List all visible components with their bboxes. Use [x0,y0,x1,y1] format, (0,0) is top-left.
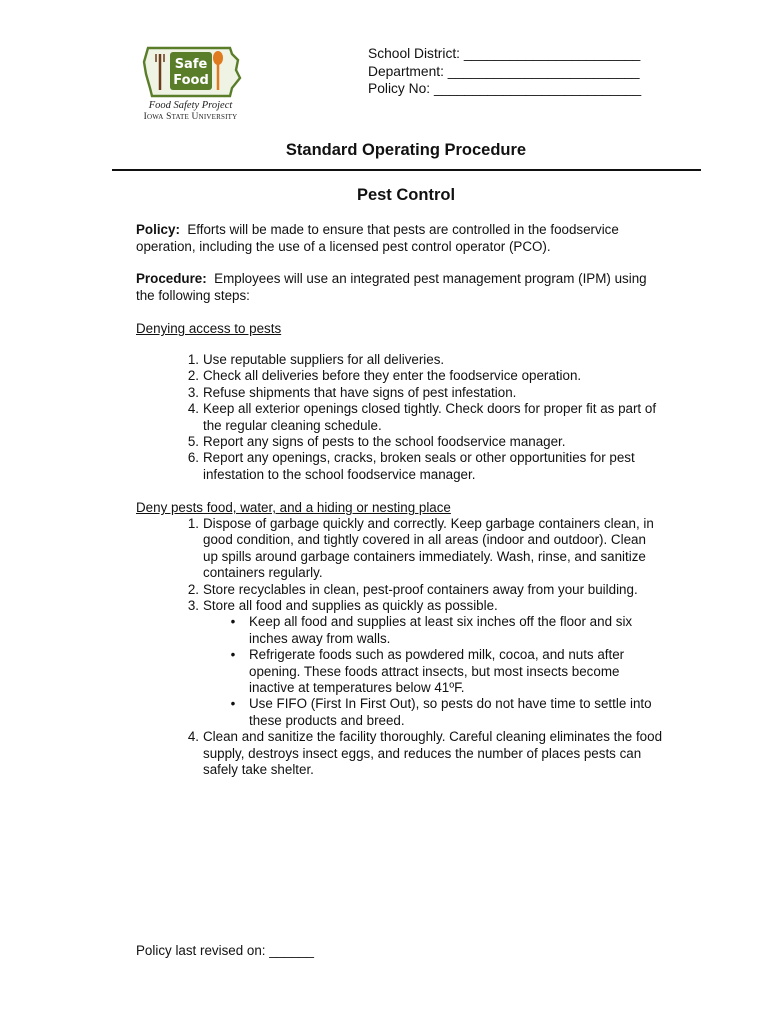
document-subtitle: Pest Control [356,186,456,204]
school-district-field[interactable] [368,45,640,63]
school-district-blank[interactable]: _______________________ [463,46,641,61]
list-item: 4. Clean and sanitize the facility thoroughly. Careful cleaning eliminates the food supply, destroys insect eggs, and reduces the number of places pests can safely take shelter. [187,729,663,778]
title-divider [112,169,701,171]
logo-caption-project: Food Safety Project [148,100,233,111]
department-field[interactable] [368,63,640,81]
section1-heading: Denying access to pests [136,321,282,336]
logo-caption-university: Iowa State University [143,112,238,122]
list-item: 3. Store all food and supplies as quickly as possible. • Keep all food and supplies at least six inches off the floor and six inches away from walls. • Refrigerate foods such as powdered milk, cocoa, and nuts after opening. These foods attract insects, but most insects become inactive at temperatures below 41ºF. • Use FIFO (First In First Out), so pests do not have time to settle into these products and breed. [203,598,693,729]
logo-graphic [134,44,246,100]
list-item: 2. Store recyclables in clean, pest-proof containers away from your building. [187,581,638,597]
bullet-item: • Use FIFO (First In First Out), so pests do not have time to settle into these products and breed. [230,696,652,728]
section2-list [187,516,693,779]
list-item: 4. Keep all exterior openings closed tightly. Check doors for proper fit as part of the regular cleaning schedule. [187,401,657,433]
logo-text-safe: Safe [174,57,208,72]
procedure-label: Procedure: [136,271,207,286]
policy-no-blank[interactable]: ___________________________ [433,81,642,96]
list-item: 2. Check all deliveries before they enter the foodservice operation. [187,368,582,384]
bullet-item: • Refrigerate foods such as powdered milk, cocoa, and nuts after opening. These foods attract insects, but most insects become inactive at temperatures below 41ºF. [230,647,625,696]
department-blank[interactable]: _________________________ [447,64,640,79]
section2-heading: Deny pests food, water, and a hiding or nesting place [136,500,451,515]
policy-no-label: Policy No: [368,81,431,96]
document-title: Standard Operating Procedure [285,141,527,159]
revised-blank[interactable]: ______ [269,943,314,958]
logo-text-food: Food [173,73,209,88]
policy-text-line2: operation, including the use of a licensed pest control operator (PCO). [136,238,551,254]
policy-label: Policy: [136,222,180,237]
procedure-text-line1: Employees will use an integrated pest management program (IPM) using [214,271,647,286]
list-item: 1. Dispose of garbage quickly and correctly. Keep garbage containers clean, in good condition, and tightly covered in all areas (indoor and outdoor). Clean up spills around garbage containers immediately. Wash, rinse, and sanitize containers regularly. [187,516,654,581]
policy-text-line1: Efforts will be made to ensure that pests are controlled in the foodservice [187,222,619,237]
policy-no-field[interactable] [368,80,641,98]
procedure-paragraph [136,271,696,304]
revision-line [136,943,696,960]
revised-label: Policy last revised on: [136,943,266,958]
list-item: 6. Report any openings, cracks, broken seals or other opportunities for pest infestation to the school foodservice manager. [187,450,635,482]
storage-bullet-list [230,614,693,729]
list-item: 1. Use reputable suppliers for all deliveries. [187,352,445,367]
department-label: Department: [368,64,444,79]
spoon-icon [213,51,223,65]
policy-paragraph [136,222,696,255]
procedure-text-line2: the following steps: [136,287,250,303]
section1-list [187,352,693,483]
bullet-item: • Keep all food and supplies at least six inches off the floor and six inches away from walls. [230,614,633,646]
list-item: 5. Report any signs of pests to the school foodservice manager. [187,434,566,450]
school-district-label: School District: [368,46,461,61]
list-item: 3. Refuse shipments that have signs of pest infestation. [187,384,517,400]
